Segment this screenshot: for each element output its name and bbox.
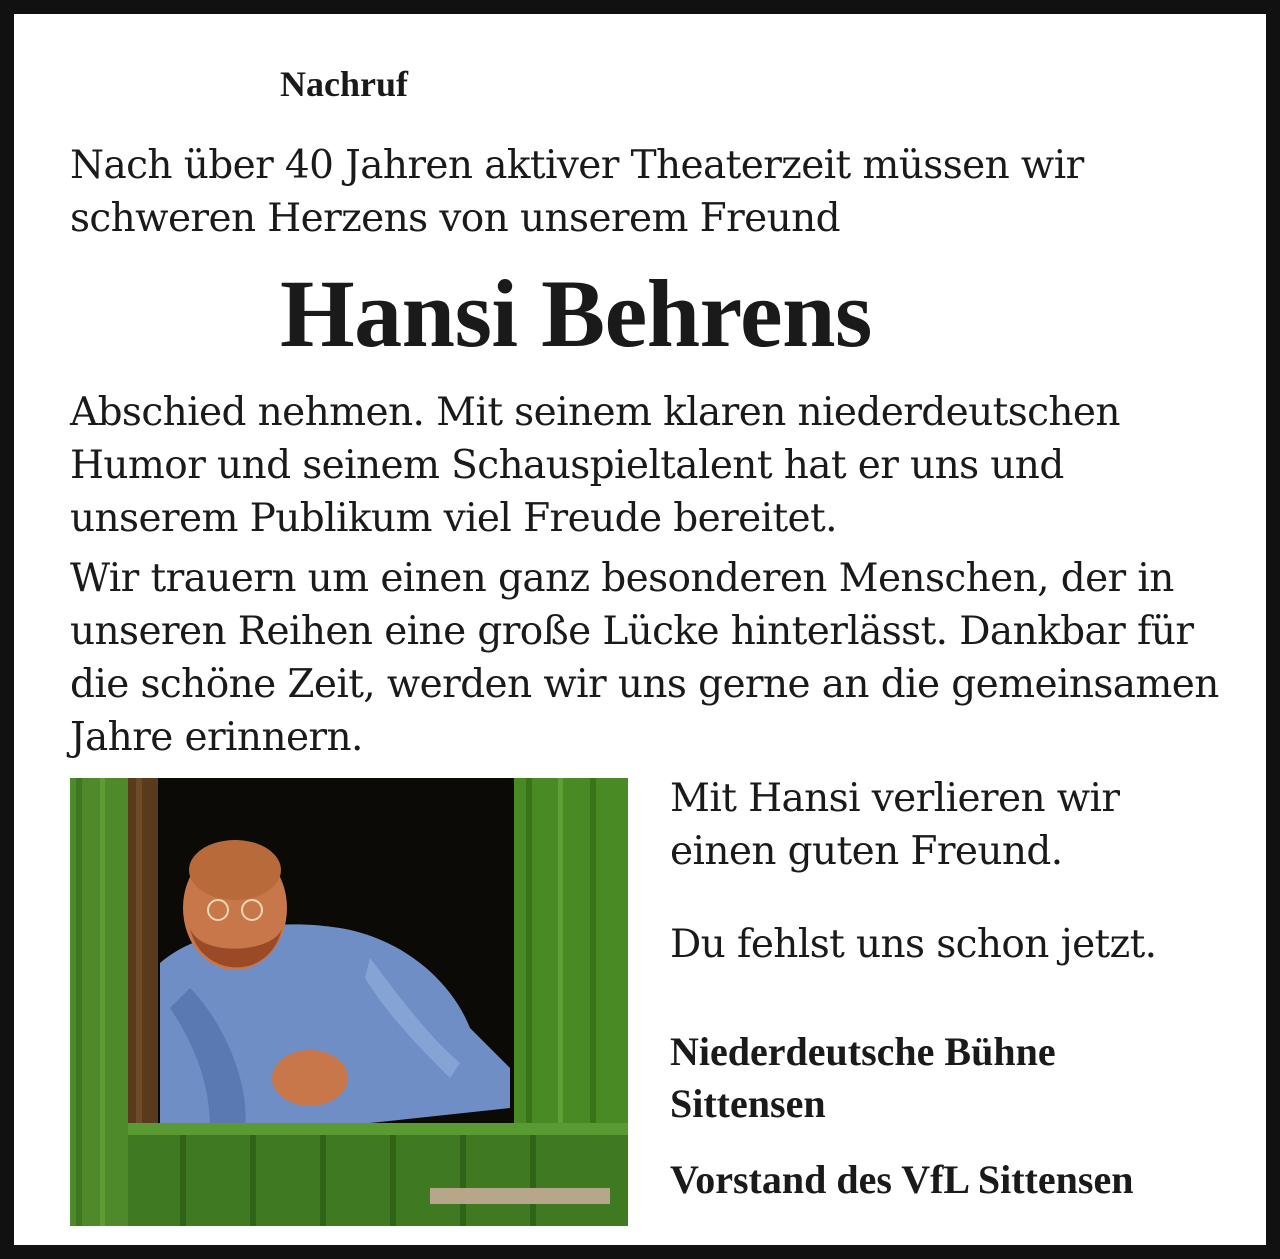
deceased-name: Hansi Behrens	[280, 260, 872, 367]
signature-club: Vorstand des VfL Sittensen	[670, 1157, 1134, 1202]
mourning-paragraph	[70, 552, 1260, 764]
signature-theater	[670, 1026, 1056, 1130]
paragraph-line: unserem Publikum viel Freude bereitet.	[70, 496, 837, 541]
closing-text	[670, 772, 1119, 878]
paragraph-line: Humor und seinem Schauspieltalent hat er uns und	[70, 443, 1064, 488]
paragraph-line: Jahre erinnern.	[70, 715, 363, 760]
notice-heading: Nachruf	[280, 64, 408, 104]
closing-line: einen guten Freund.	[670, 829, 1063, 874]
paragraph-line: die schöne Zeit, werden wir uns gerne an die gemeinsamen	[70, 662, 1219, 707]
signature-line: Niederdeutsche Bühne	[670, 1029, 1056, 1074]
signature-line: Sittensen	[670, 1081, 826, 1126]
closing-line: Mit Hansi verlieren wir	[670, 776, 1120, 821]
closing-phrase: Du fehlst uns schon jetzt.	[670, 922, 1157, 967]
paragraph-line: Wir trauern um einen ganz besonderen Menschen, der in	[70, 556, 1174, 601]
intro-text	[70, 139, 1250, 245]
farewell-paragraph	[70, 386, 1250, 545]
intro-line: Nach über 40 Jahren aktiver Theaterzeit müssen wir	[70, 143, 1084, 188]
intro-line: schweren Herzens von unserem Freund	[70, 196, 841, 241]
paragraph-line: unseren Reihen eine große Lücke hinterlässt. Dankbar für	[70, 609, 1194, 654]
paragraph-line: Abschied nehmen. Mit seinem klaren niederdeutschen	[70, 390, 1120, 435]
portrait-photo	[70, 778, 628, 1226]
